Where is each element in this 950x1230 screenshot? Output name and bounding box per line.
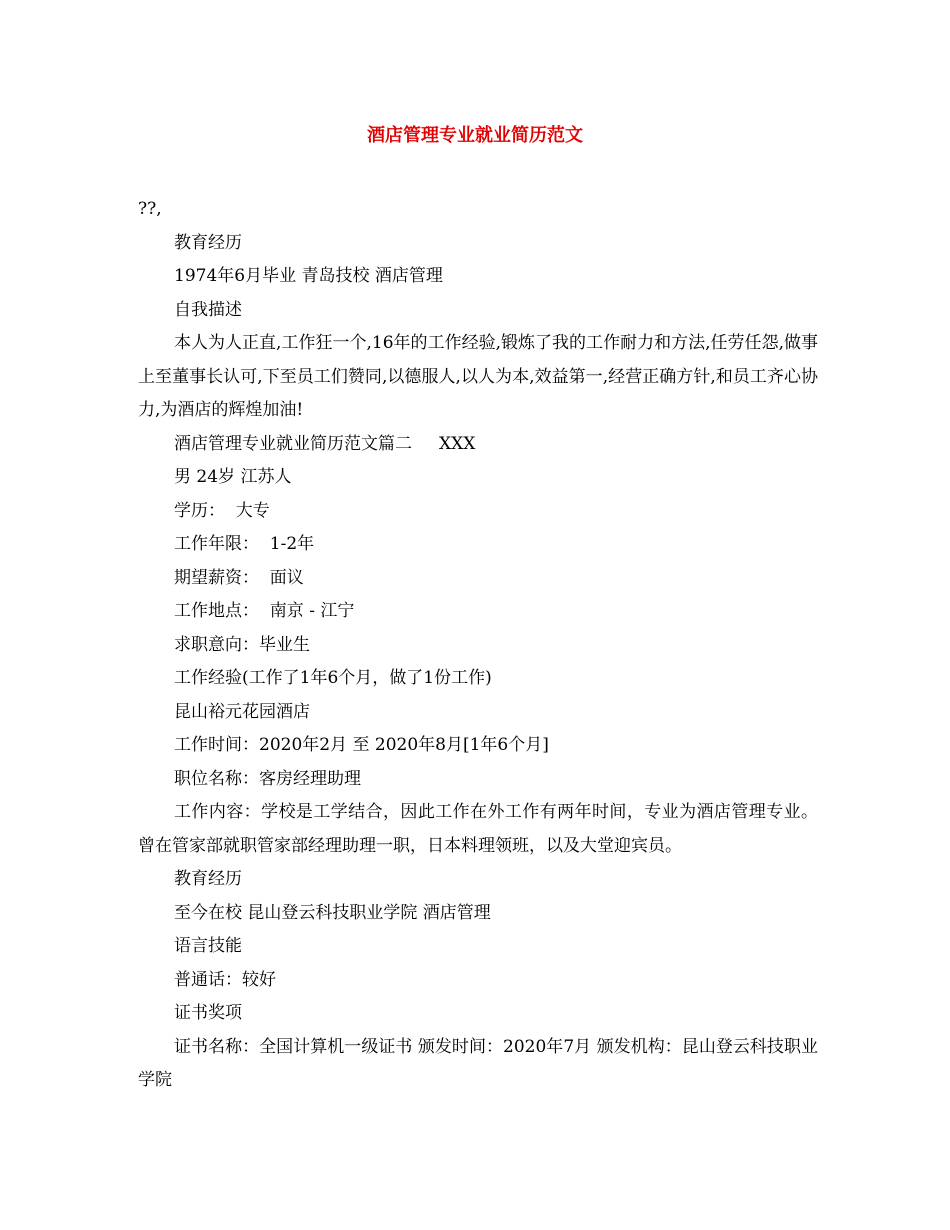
work-location: 工作地点： 南京 - 江宁 bbox=[174, 601, 355, 621]
paragraph-greeting: ??, bbox=[138, 199, 162, 219]
position-title: 职位名称：客房经理助理 bbox=[174, 768, 361, 789]
document-body bbox=[138, 193, 818, 1098]
section-heading-certificates: 证书奖项 bbox=[174, 1003, 242, 1023]
work-experience-summary: 工作经验(工作了1年6个月，做了1份工作) bbox=[174, 668, 492, 688]
education-entry-2: 至今在校 昆山登云科技职业学院 酒店管理 bbox=[174, 902, 491, 923]
section-heading-self-description: 自我描述 bbox=[174, 299, 242, 320]
section-heading-language: 语言技能 bbox=[174, 936, 242, 956]
education-level: 学历： 大专 bbox=[174, 500, 270, 521]
section-heading-education: 教育经历 bbox=[174, 232, 242, 253]
resume-two-heading: 酒店管理专业就业简历范文篇二 XXX bbox=[174, 433, 476, 454]
language-mandarin: 普通话：较好 bbox=[174, 969, 276, 990]
personal-info: 男 24岁 江苏人 bbox=[174, 467, 292, 487]
expected-salary: 期望薪资： 面议 bbox=[174, 567, 304, 588]
certificate-entry: 证书名称：全国计算机一级证书 颁发时间：2020年7月 颁发机构：昆山登云科技职业学院 bbox=[138, 1036, 818, 1090]
work-years: 工作年限： 1-2年 bbox=[174, 534, 315, 554]
self-description-text: 本人为人正直,工作狂一个,16年的工作经验,锻炼了我的工作耐力和方法,任劳任怨,做事上至董事长认可,下至员工们赞同,以德服人,以人为本,效益第一,经营正确方针,和员工齐心协力,为酒店的辉煌加油! bbox=[138, 333, 818, 420]
work-content: 工作内容：学校是工学结合，因此工作在外工作有两年时间，专业为酒店管理专业。曾在管家部就职管家部经理助理一职，日本料理领班，以及大堂迎宾员。 bbox=[138, 802, 818, 856]
education-entry: 1974年6月毕业 青岛技校 酒店管理 bbox=[174, 266, 443, 286]
employer-name: 昆山裕元花园酒店 bbox=[174, 701, 310, 722]
work-period: 工作时间：2020年2月 至 2020年8月[1年6个月] bbox=[174, 735, 549, 755]
job-intention: 求职意向：毕业生 bbox=[174, 634, 310, 655]
document-title: 酒店管理专业就业简历范文 bbox=[367, 125, 583, 146]
section-heading-education-2: 教育经历 bbox=[174, 869, 242, 889]
